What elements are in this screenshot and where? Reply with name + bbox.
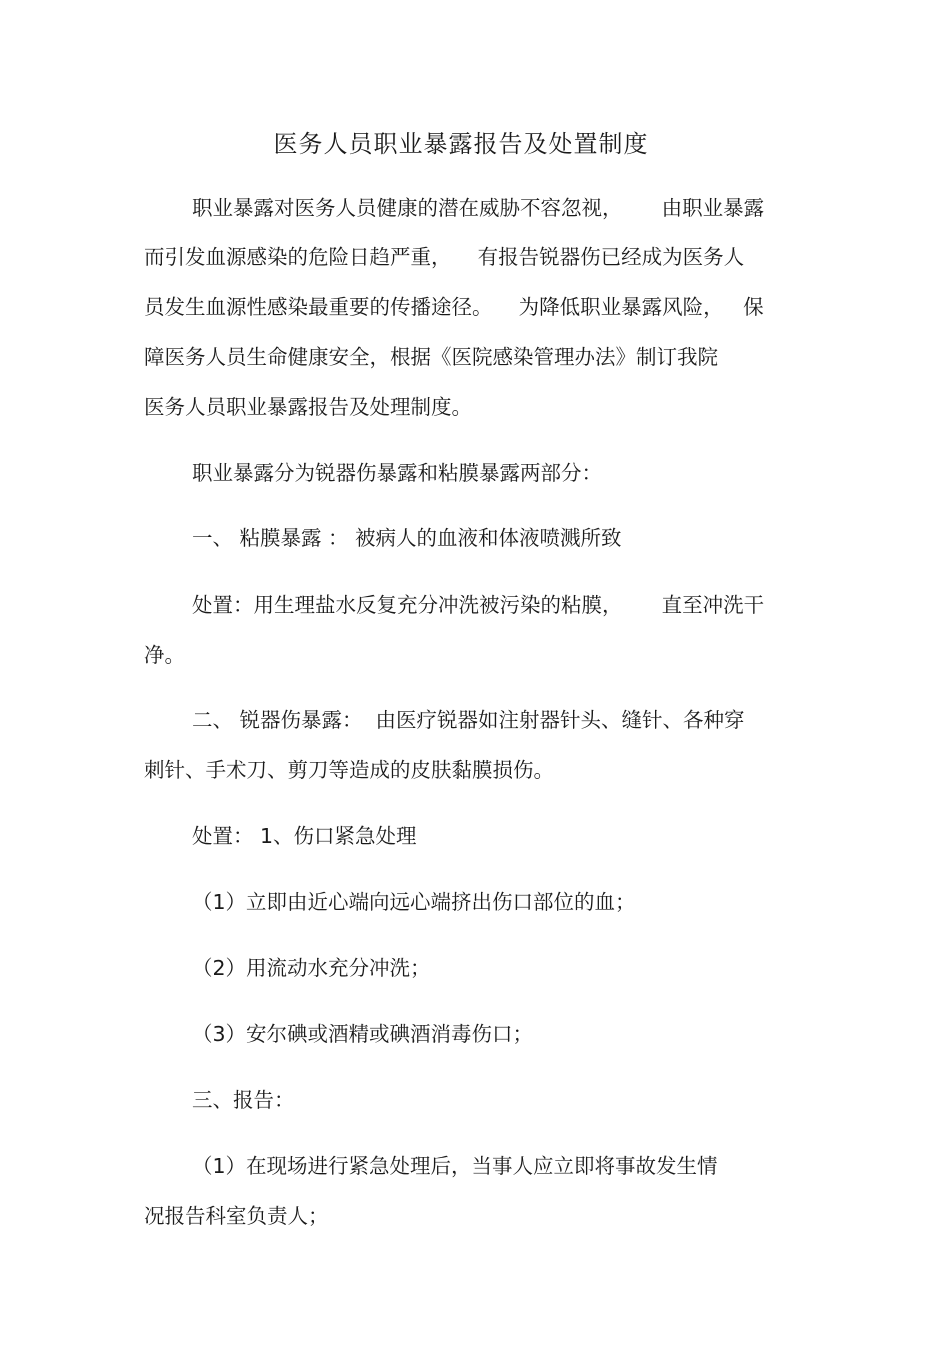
list-item: （2）用流动水充分冲洗； <box>192 956 431 980</box>
section-heading: 三、报告： <box>192 1088 295 1112</box>
paragraph-line: 员发生血源性感染最重要的传播途径。 为降低职业暴露风险， 保 <box>144 295 764 319</box>
paragraph-line: 而引发血源感染的危险日趋严重， 有报告锐器伤已经成为医务人 <box>144 245 745 269</box>
paragraph-line: 职业暴露对医务人员健康的潜在威胁不容忽视， 由职业暴露 <box>192 196 765 220</box>
paragraph-line: 障医务人员生命健康安全，根据《医院感染管理办法》制订我院 <box>144 345 718 369</box>
paragraph-line: 职业暴露分为锐器伤暴露和粘膜暴露两部分： <box>192 461 602 485</box>
paragraph-line: 况报告科室负责人； <box>144 1204 329 1228</box>
list-item: （1）立即由近心端向远心端挤出伤口部位的血； <box>192 890 636 914</box>
section-heading: 一、 粘膜暴露 ： 被病人的血液和体液喷溅所致 <box>192 526 622 550</box>
paragraph-line: 处置： 1、伤口紧急处理 <box>192 824 417 848</box>
section-heading: 二、 锐器伤暴露： 由医疗锐器如注射器针头、缝针、各种穿 <box>192 708 745 732</box>
paragraph-line: 处置：用生理盐水反复充分冲洗被污染的粘膜， 直至冲洗干 <box>192 593 765 617</box>
paragraph-line: 刺针、手术刀、剪刀等造成的皮肤黏膜损伤。 <box>144 758 554 782</box>
list-item: （3）安尔碘或酒精或碘酒消毒伤口； <box>192 1022 534 1046</box>
paragraph-line: 净。 <box>144 643 185 667</box>
document-title: 医务人员职业暴露报告及处置制度 <box>273 130 649 158</box>
list-item: （1）在现场进行紧急处理后，当事人应立即将事故发生情 <box>192 1154 718 1178</box>
paragraph-line: 医务人员职业暴露报告及处理制度。 <box>144 395 472 419</box>
